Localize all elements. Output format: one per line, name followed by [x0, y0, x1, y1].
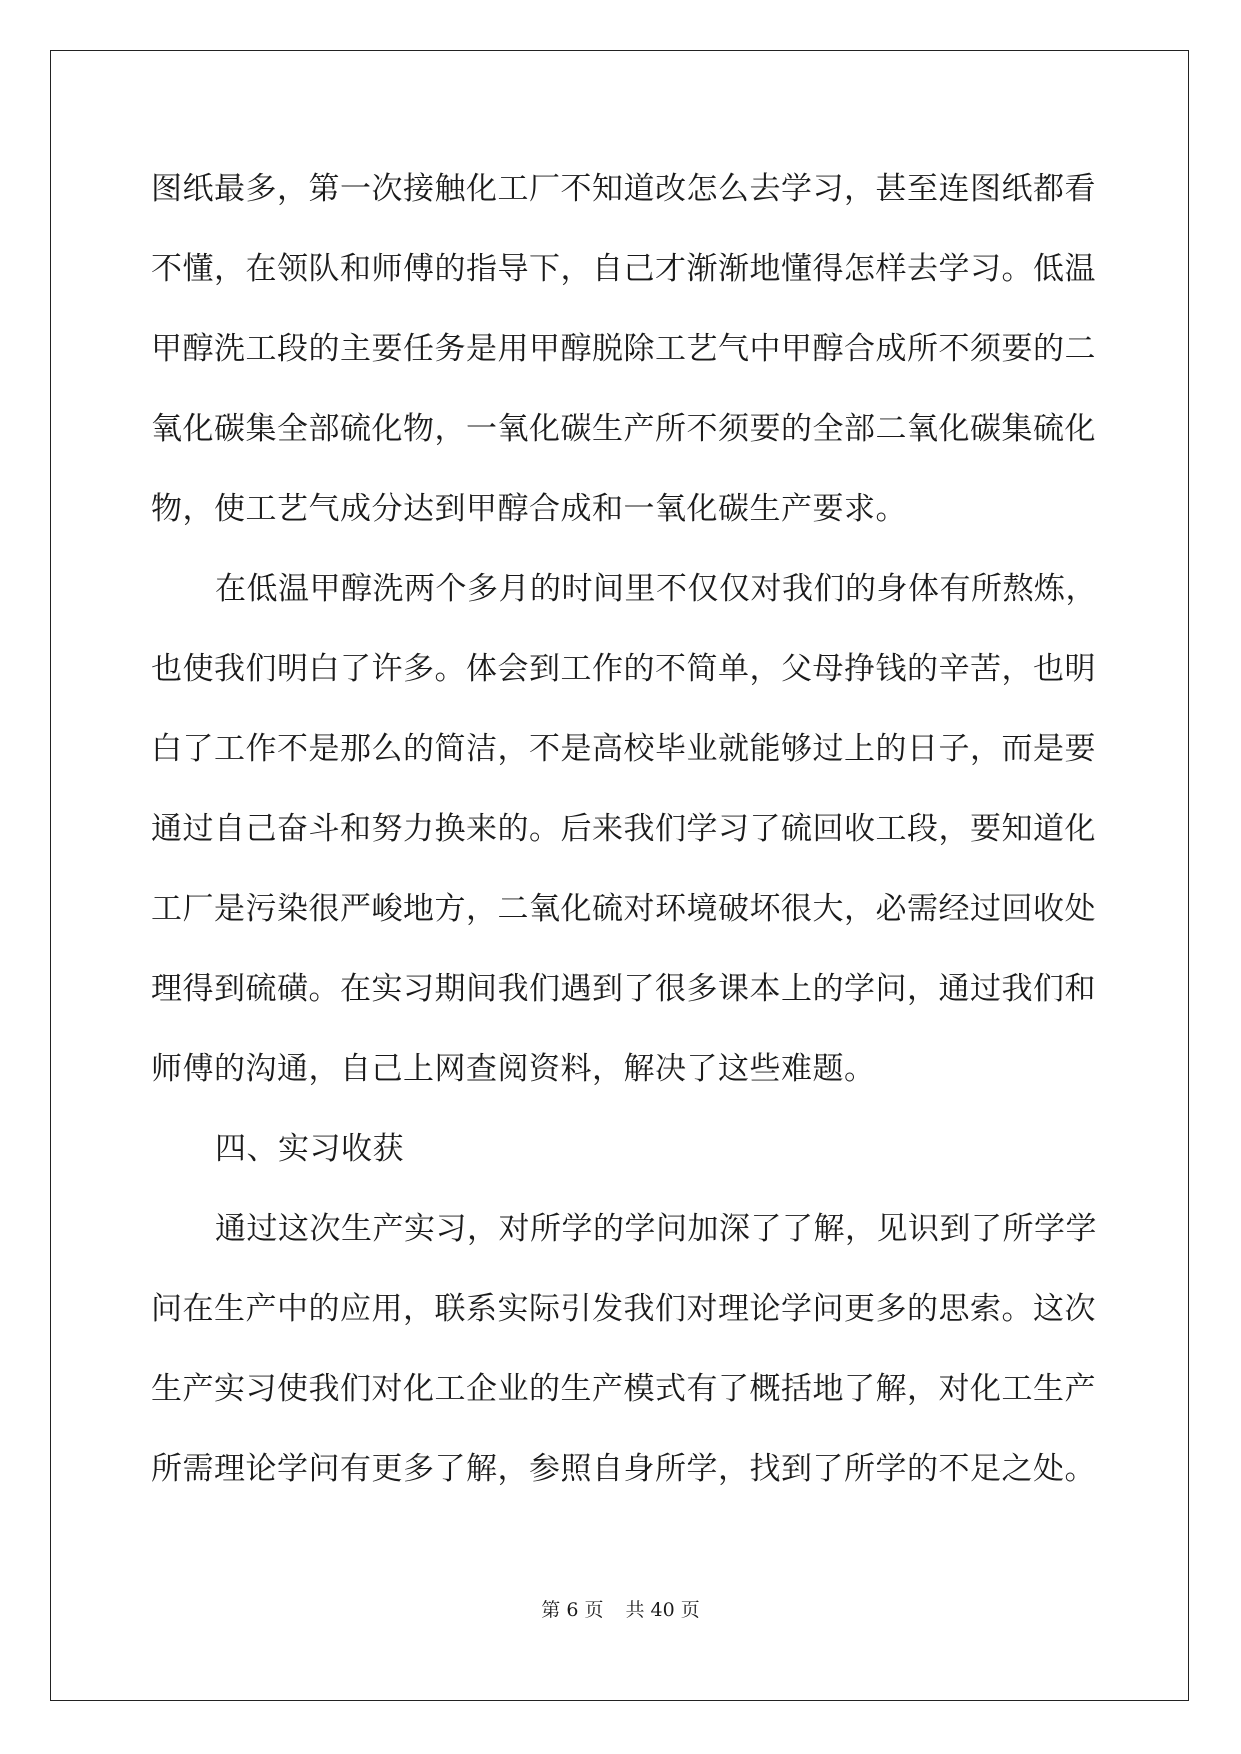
text-line: 图纸最多，第一次接触化工厂不知道改怎么去学习，甚至连图纸都看	[151, 171, 1096, 207]
text-line: 问在生产中的应用，联系实际引发我们对理论学问更多的思索。这次	[151, 1291, 1096, 1327]
text-line: 工厂是污染很严峻地方，二氧化硫对环境破坏很大，必需经过回收处	[151, 891, 1096, 927]
text-line: 通过自己奋斗和努力换来的。后来我们学习了硫回收工段，要知道化	[151, 811, 1096, 847]
page-total: 共 40 页	[625, 1599, 700, 1621]
text-line: 氧化碳集全部硫化物，一氧化碳生产所不须要的全部二氧化碳集硫化	[151, 411, 1096, 447]
text-line: 甲醇洗工段的主要任务是用甲醇脱除工艺气中甲醇合成所不须要的二	[151, 331, 1096, 367]
text-line: 也使我们明白了许多。体会到工作的不简单，父母挣钱的辛苦，也明	[151, 651, 1096, 687]
text-line: 物，使工艺气成分达到甲醇合成和一氧化碳生产要求。	[151, 491, 907, 527]
text-line: 白了工作不是那么的简洁，不是高校毕业就能够过上的日子，而是要	[151, 731, 1096, 767]
paragraph-first-line: 在低温甲醇洗两个多月的时间里不仅仅对我们的身体有所熬炼，	[215, 571, 1097, 607]
paragraph-first-line: 通过这次生产实习，对所学的学问加深了了解，见识到了所学学	[215, 1211, 1097, 1247]
page-number: 第 6 页	[541, 1599, 604, 1621]
text-line: 所需理论学问有更多了解，参照自身所学，找到了所学的不足之处。	[151, 1451, 1096, 1487]
document-body	[151, 161, 1097, 1521]
text-line: 生产实习使我们对化工企业的生产模式有了概括地了解，对化工生产	[151, 1371, 1096, 1407]
text-line: 不懂，在领队和师傅的指导下，自己才渐渐地懂得怎样去学习。低温	[151, 251, 1096, 287]
text-line: 理得到硫磺。在实习期间我们遇到了很多课本上的学问，通过我们和	[151, 971, 1096, 1007]
page-footer	[0, 1598, 1241, 1622]
text-line: 师傅的沟通，自己上网查阅资料，解决了这些难题。	[151, 1051, 876, 1087]
section-heading: 四、实习收获	[215, 1131, 404, 1167]
